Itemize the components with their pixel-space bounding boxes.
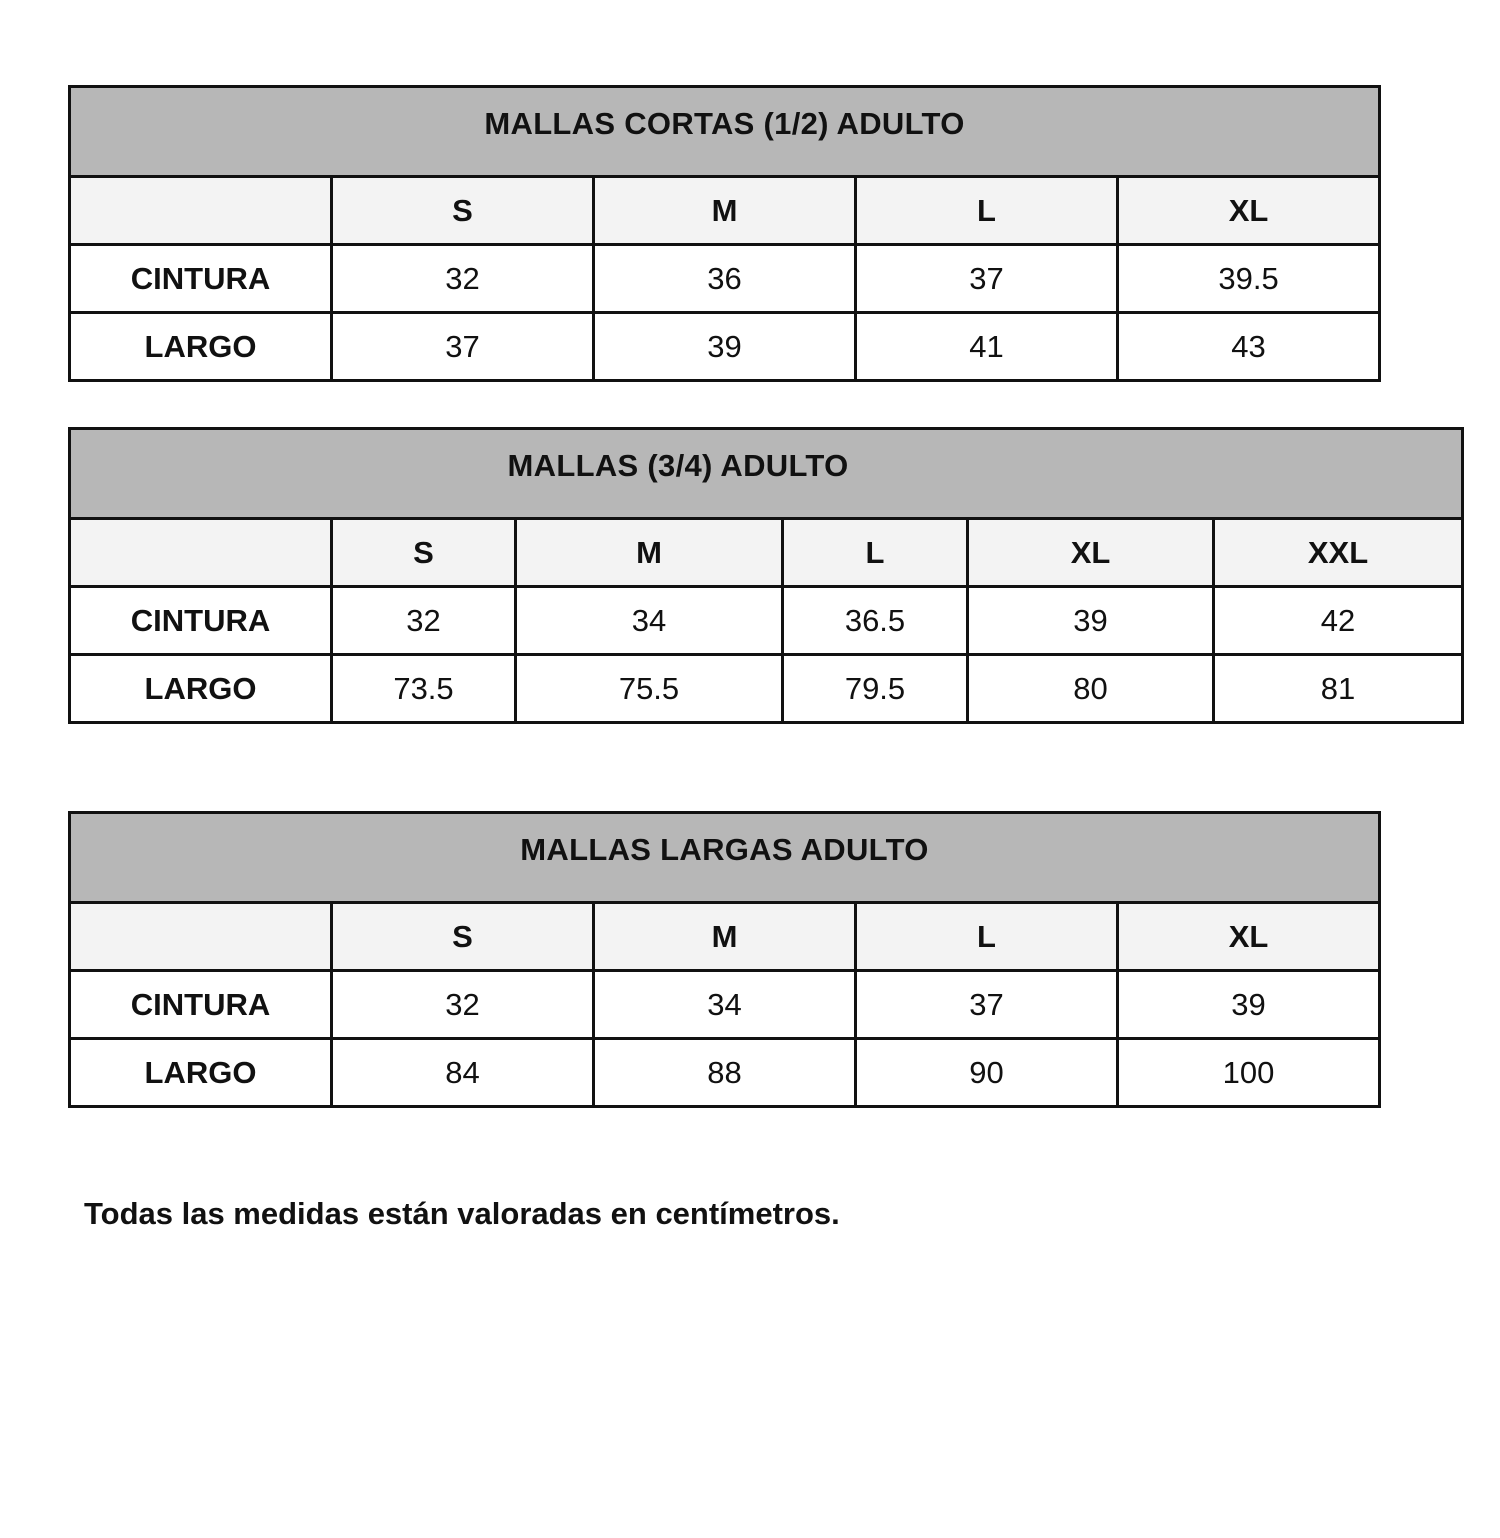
table-title bbox=[70, 87, 1380, 177]
value-cell: 88 bbox=[594, 1039, 856, 1107]
value-cell: 32 bbox=[332, 971, 594, 1039]
value-cell: 37 bbox=[856, 971, 1118, 1039]
size-header-s: S bbox=[332, 903, 594, 971]
table-row bbox=[70, 655, 1463, 723]
size-header-xxl: XXL bbox=[1214, 519, 1463, 587]
value-cell: 32 bbox=[332, 245, 594, 313]
size-header-s: S bbox=[332, 177, 594, 245]
value-cell: 42 bbox=[1214, 587, 1463, 655]
value-cell: 34 bbox=[516, 587, 783, 655]
value-cell: 34 bbox=[594, 971, 856, 1039]
table-title bbox=[70, 429, 1463, 519]
table-title bbox=[70, 813, 1380, 903]
table-row bbox=[70, 245, 1380, 313]
footnote: Todas las medidas están valoradas en centímetros. bbox=[84, 1196, 840, 1231]
size-header-l: L bbox=[783, 519, 968, 587]
corner-cell bbox=[70, 519, 332, 587]
value-cell: 80 bbox=[968, 655, 1214, 723]
value-cell: 39.5 bbox=[1118, 245, 1380, 313]
table-title-text: MALLAS (3/4) ADULTO bbox=[507, 448, 849, 483]
size-header-l: L bbox=[856, 177, 1118, 245]
table-row bbox=[70, 313, 1380, 381]
row-label-largo: LARGO bbox=[70, 655, 332, 723]
size-table-mallas-3-4 bbox=[68, 427, 1464, 724]
size-header-xl: XL bbox=[1118, 177, 1380, 245]
table-title-text: MALLAS CORTAS (1/2) ADULTO bbox=[484, 106, 965, 141]
row-label-cintura: CINTURA bbox=[70, 971, 332, 1039]
row-label-largo: LARGO bbox=[70, 313, 332, 381]
row-label-cintura: CINTURA bbox=[70, 587, 332, 655]
size-header-xl: XL bbox=[968, 519, 1214, 587]
value-cell: 79.5 bbox=[783, 655, 968, 723]
value-cell: 32 bbox=[332, 587, 516, 655]
value-cell: 39 bbox=[968, 587, 1214, 655]
size-header-l: L bbox=[856, 903, 1118, 971]
corner-cell bbox=[70, 903, 332, 971]
value-cell: 39 bbox=[1118, 971, 1380, 1039]
size-header-row bbox=[70, 903, 1380, 971]
size-header-row bbox=[70, 519, 1463, 587]
size-header-m: M bbox=[594, 177, 856, 245]
size-header-m: M bbox=[594, 903, 856, 971]
value-cell: 73.5 bbox=[332, 655, 516, 723]
table-title-text: MALLAS LARGAS ADULTO bbox=[520, 832, 929, 867]
value-cell: 100 bbox=[1118, 1039, 1380, 1107]
size-table-mallas-largas bbox=[68, 811, 1381, 1108]
value-cell: 81 bbox=[1214, 655, 1463, 723]
value-cell: 37 bbox=[856, 245, 1118, 313]
value-cell: 41 bbox=[856, 313, 1118, 381]
size-header-m: M bbox=[516, 519, 783, 587]
table-row bbox=[70, 587, 1463, 655]
size-header-row bbox=[70, 177, 1380, 245]
value-cell: 39 bbox=[594, 313, 856, 381]
value-cell: 37 bbox=[332, 313, 594, 381]
corner-cell bbox=[70, 177, 332, 245]
value-cell: 36.5 bbox=[783, 587, 968, 655]
value-cell: 75.5 bbox=[516, 655, 783, 723]
value-cell: 43 bbox=[1118, 313, 1380, 381]
size-table-mallas-cortas bbox=[68, 85, 1381, 382]
value-cell: 84 bbox=[332, 1039, 594, 1107]
table-row bbox=[70, 971, 1380, 1039]
row-label-cintura: CINTURA bbox=[70, 245, 332, 313]
size-header-xl: XL bbox=[1118, 903, 1380, 971]
value-cell: 36 bbox=[594, 245, 856, 313]
size-header-s: S bbox=[332, 519, 516, 587]
value-cell: 90 bbox=[856, 1039, 1118, 1107]
table-row bbox=[70, 1039, 1380, 1107]
row-label-largo: LARGO bbox=[70, 1039, 332, 1107]
